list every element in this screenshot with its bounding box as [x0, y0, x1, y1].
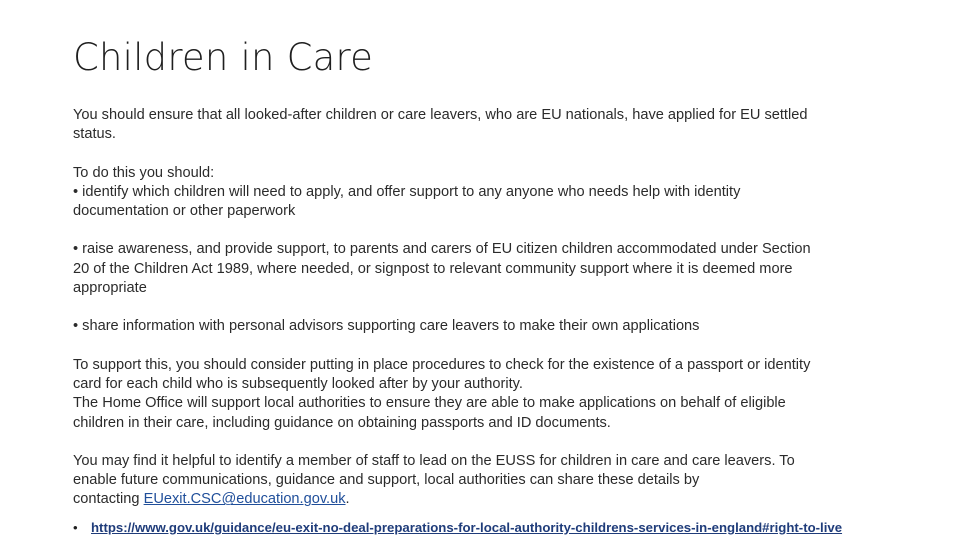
intro-paragraph	[73, 106, 903, 145]
share-paragraph	[73, 317, 903, 336]
text-line: To support this, you should consider putting in place procedures to check for the existence of a passport or identity	[73, 356, 811, 373]
text-line: children in their care, including guidance on obtaining passports and ID documents.	[73, 414, 611, 431]
support-paragraph	[73, 356, 903, 433]
awareness-paragraph	[73, 240, 903, 298]
bullet-glyph: •	[73, 520, 78, 535]
text-line: documentation or other paperwork	[73, 203, 296, 220]
text-line: The Home Office will support local authorities to ensure they are able to make applications on behalf of eligible	[73, 395, 786, 412]
text-line: You may find it helpful to identify a member of staff to lead on the EUSS for children in care and care leavers. To	[73, 452, 795, 469]
email-link[interactable]: EUexit.CSC@education.gov.uk	[143, 491, 346, 508]
gov-guidance-link[interactable]: https://www.gov.uk/guidance/eu-exit-no-deal-preparations-for-local-authority-childrens-services-in-england#right-to-live	[91, 520, 843, 535]
contact-suffix: .	[345, 491, 350, 508]
page-title: Children in Care	[73, 36, 374, 79]
text-line: card for each child who is subsequently looked after by your authority.	[73, 375, 523, 392]
text-line: appropriate	[73, 280, 147, 297]
contact-prefix: contacting	[73, 491, 144, 508]
list-item: • identify which children will need to apply, and offer support to any anyone who needs help with identity	[73, 183, 741, 200]
text-line: You should ensure that all looked-after children or care leavers, who are EU nationals, have applied for EU settled	[73, 107, 808, 123]
slide-body	[73, 106, 903, 510]
list-item: • raise awareness, and provide support, to parents and carers of EU citizen children accommodated under Section	[73, 241, 811, 258]
text-line: status.	[73, 126, 116, 143]
gov-link-item	[73, 518, 953, 537]
text-line: To do this you should:	[73, 164, 215, 181]
text-line	[73, 490, 903, 509]
contact-paragraph	[73, 452, 903, 510]
list-item: • share information with personal advisors supporting care leavers to make their own applications	[73, 318, 700, 335]
text-line: enable future communications, guidance and support, local authorities can share these details by	[73, 472, 700, 489]
text-line: 20 of the Children Act 1989, where needed, or signpost to relevant community support where it is deemed more	[73, 260, 793, 277]
todo-paragraph	[73, 164, 903, 222]
